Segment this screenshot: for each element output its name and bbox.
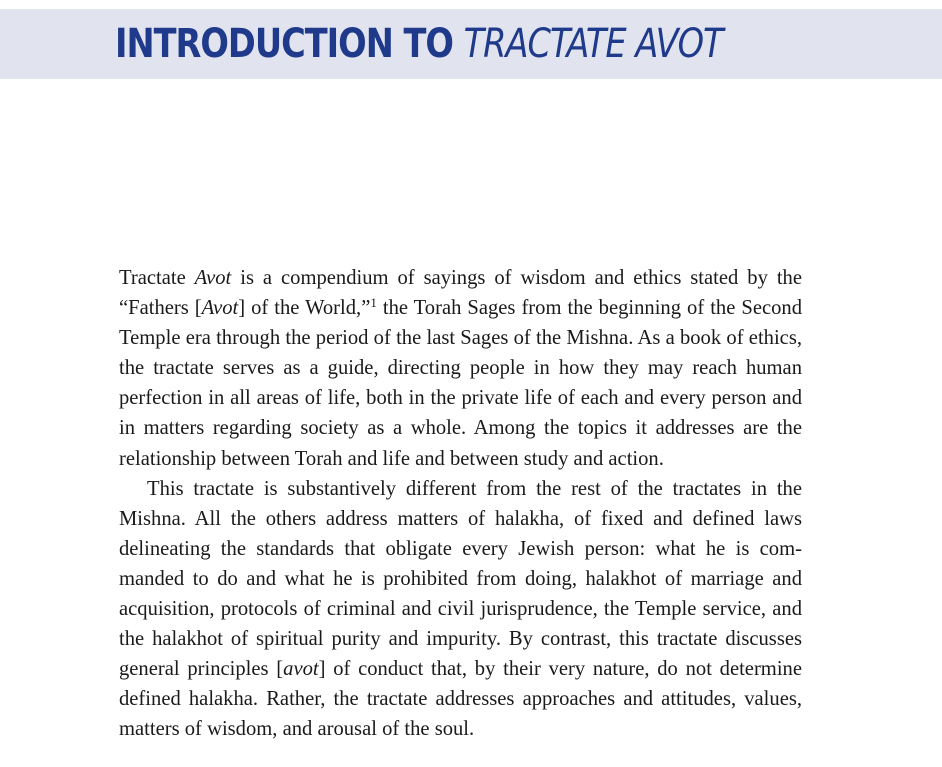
page-title-prefix: INTRODUCTION TO [115, 21, 464, 67]
italic-term: Avot [194, 267, 232, 289]
text-run: ] of the World,” [238, 297, 371, 320]
text-run: the Torah Sages from the beginning of the Second Temple era through the period of the last Sages of the Mishna. As a book of ethics, the tractate serves as a guide, directing people in how they may reach human perfection in all areas of life, both in the private life of each and every person and in matters regarding society as a whole. Among the topics it addresses are the relationship between Torah and life and between study and action. [119, 297, 802, 470]
paragraph-2 [119, 474, 802, 745]
body-text [119, 263, 802, 745]
footnote-marker[interactable]: 1 [370, 295, 377, 311]
italic-term: Avot [201, 297, 239, 320]
text-run: is a compendium of sayings of wisdom and ethics stated by the “Fathers [ [119, 267, 802, 320]
page-title [115, 17, 723, 71]
page-title-italic: TRACTATE AVOT [463, 21, 723, 67]
paragraph-1 [119, 263, 802, 474]
text-run: ] of conduct that, by their very nature, do not determine defined halakha. Rather, the tractate addresses approaches and attitudes, values, matters of wisdom, and arousal of the soul. [119, 658, 802, 741]
italic-term: avot [283, 658, 319, 681]
text-run: Tractate [119, 267, 195, 289]
text-run: This tractate is substantively different from the rest of the tractates in the Mishna. All the others address matters of halakha, of fixed and defined laws delineating the standards that obligate every Jewish person: what he is commanded to do and what he is prohibited from doing, halakhot of marriage and acquisition, protocols of criminal and civil jurisprudence, the Temple service, and the halakhot of spiritual purity and impurity. By contrast, this tractate discusses general principles [ [119, 477, 802, 681]
